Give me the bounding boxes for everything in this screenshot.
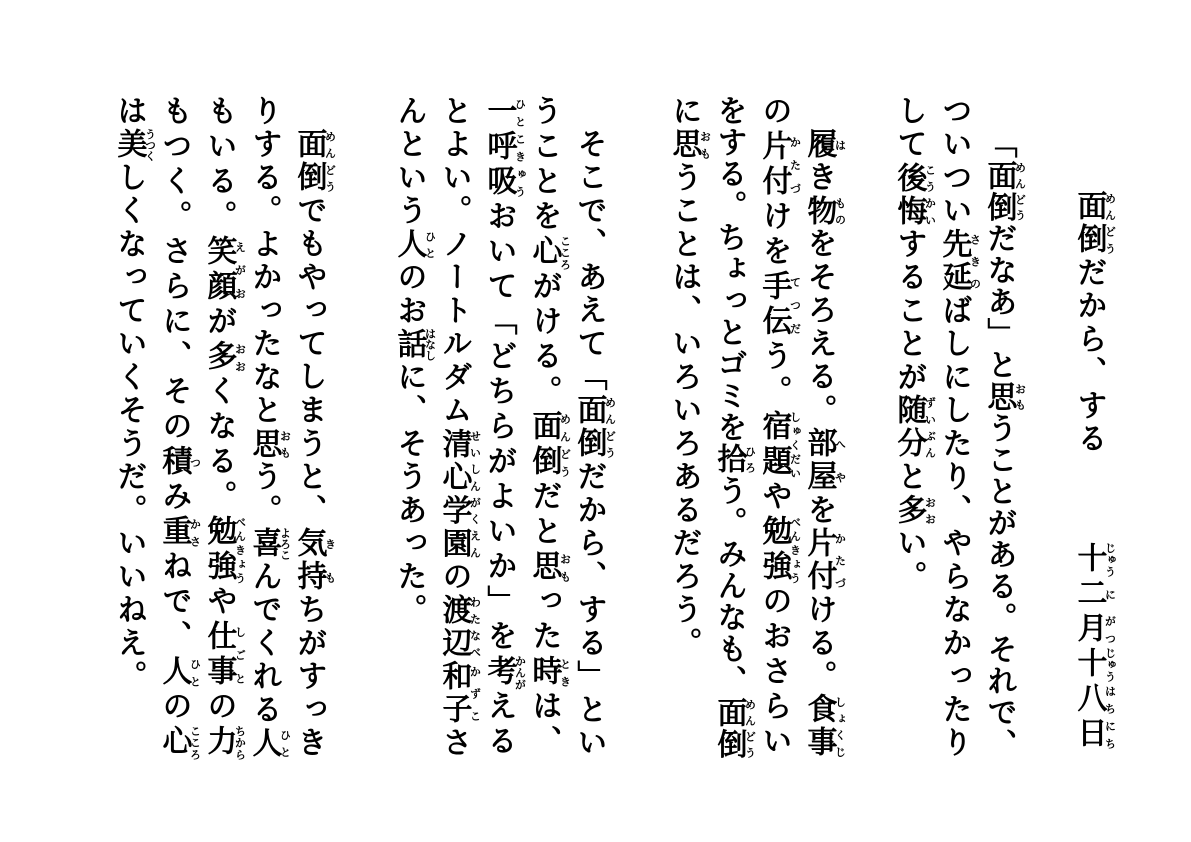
furigana: ひと xyxy=(278,726,292,760)
text-run: ねで、 xyxy=(156,550,192,655)
ruby-word xyxy=(391,327,437,361)
text-run: と xyxy=(891,460,927,494)
ruby-word xyxy=(201,620,247,690)
text-run: が xyxy=(201,305,237,340)
ruby-word xyxy=(156,515,202,550)
text-line xyxy=(749,95,801,760)
ruby-base: 十 xyxy=(1071,647,1107,682)
ruby-word xyxy=(936,228,982,295)
ruby-base: 話 xyxy=(391,327,427,361)
text-run: くなる。 xyxy=(201,375,237,515)
text-run: い。 xyxy=(891,527,927,594)
text-line xyxy=(659,95,711,660)
ruby-base: 心 xyxy=(526,235,562,270)
ruby-base: 二 xyxy=(1071,577,1107,612)
ruby-base: 面倒 xyxy=(571,394,607,461)
text-line xyxy=(239,95,291,760)
ruby-word xyxy=(436,593,482,661)
furigana: おも xyxy=(558,550,572,585)
furigana: おも xyxy=(278,427,292,461)
ruby-base: 面倒 xyxy=(711,696,747,760)
ruby-base: 面倒 xyxy=(291,128,327,195)
ruby-word xyxy=(801,693,847,760)
ruby-word xyxy=(526,410,572,480)
text-run: んという xyxy=(391,95,427,228)
ruby-word xyxy=(526,655,572,690)
ruby-word xyxy=(201,340,247,375)
furigana: はなし xyxy=(423,327,437,361)
ruby-base: 日 xyxy=(1071,717,1107,752)
ruby-word xyxy=(801,194,847,228)
ruby-base: 清心学園 xyxy=(436,427,472,561)
ruby-base: 重 xyxy=(156,515,192,550)
ruby-base: 考 xyxy=(481,655,517,690)
furigana: ちから xyxy=(233,725,247,760)
ruby-base: 積 xyxy=(156,445,192,480)
furigana: めんどう xyxy=(743,696,757,760)
ruby-base: 思 xyxy=(981,380,1017,413)
ruby-word xyxy=(156,725,202,760)
text-line xyxy=(974,128,1026,760)
text-run: をそろえる。 xyxy=(801,227,837,428)
furigana: こころ xyxy=(188,725,202,760)
furigana: かさ xyxy=(188,515,202,550)
ruby-base: 面倒 xyxy=(1071,190,1107,257)
furigana: わたなべ xyxy=(468,593,482,661)
furigana: こうかい xyxy=(923,161,937,228)
furigana: かたづ xyxy=(788,130,802,200)
text-run: の xyxy=(156,690,192,725)
furigana: せいしんがくえん xyxy=(468,427,482,561)
ruby-base: 仕事 xyxy=(201,620,237,690)
furigana: しごと xyxy=(233,620,247,690)
ruby-base: 思 xyxy=(666,128,702,162)
furigana: めんどう xyxy=(1103,190,1117,257)
furigana: がつ xyxy=(1103,612,1117,647)
ruby-word xyxy=(526,550,572,585)
furigana: めんどう xyxy=(1013,159,1027,223)
text-run: う。 xyxy=(756,340,792,410)
ruby-word xyxy=(201,235,247,305)
ruby-base: 人 xyxy=(391,228,427,262)
furigana: ひと xyxy=(423,228,437,262)
furigana: うつく xyxy=(143,128,157,162)
ruby-word xyxy=(291,128,337,195)
ruby-word xyxy=(391,228,437,262)
ruby-word xyxy=(436,427,482,561)
text-line xyxy=(474,95,526,760)
text-run: ついつい xyxy=(936,95,972,228)
ruby-base: 思 xyxy=(526,550,562,585)
text-run: ちがすっき xyxy=(291,593,327,760)
furigana: さきの xyxy=(968,228,982,295)
text-run: だから、する」とい xyxy=(571,460,607,760)
ruby-word xyxy=(1071,577,1117,612)
text-run: った xyxy=(526,585,562,655)
text-run: もいる。 xyxy=(201,95,237,235)
text-run: の xyxy=(436,560,472,594)
ruby-base: 心 xyxy=(156,725,192,760)
text-run: や xyxy=(201,585,237,620)
ruby-base: 力 xyxy=(201,725,237,760)
furigana: ひと xyxy=(513,95,527,130)
text-run: して xyxy=(891,95,927,162)
ruby-base: 美 xyxy=(111,128,147,162)
text-line xyxy=(884,95,936,594)
ruby-word xyxy=(246,527,292,561)
furigana: かんが xyxy=(513,655,527,690)
text-run: の xyxy=(201,690,237,725)
ruby-word xyxy=(571,394,617,461)
text-run: うことは、いろいろあるだろう。 xyxy=(666,161,702,661)
furigana: しゅくだい xyxy=(788,410,802,480)
ruby-base: 十 xyxy=(1071,542,1107,577)
ruby-base: 喜 xyxy=(246,527,282,561)
furigana: かずこ xyxy=(468,660,482,727)
ruby-base: 渡辺 xyxy=(436,593,472,661)
ruby-word xyxy=(481,130,527,200)
ruby-word xyxy=(156,445,202,480)
text-run: んでくれる xyxy=(246,560,282,727)
text-run: に xyxy=(666,95,702,129)
text-run: を xyxy=(801,493,837,528)
text-run: をする。ちょっとゴミを xyxy=(711,95,747,444)
furigana: おお xyxy=(923,494,937,528)
text-run: は xyxy=(111,95,147,129)
furigana: おも xyxy=(1013,380,1027,413)
text-run: ける。 xyxy=(801,593,837,694)
ruby-word xyxy=(291,527,337,594)
text-run: うことがある。それで、 xyxy=(981,412,1017,760)
ruby-base: 時 xyxy=(526,655,562,690)
text-line xyxy=(149,95,201,760)
ruby-base: 一 xyxy=(481,95,517,130)
furigana: ひと xyxy=(188,655,202,690)
ruby-word xyxy=(801,427,847,494)
furigana: じゅう xyxy=(1103,542,1117,577)
ruby-word xyxy=(246,427,292,461)
ruby-word xyxy=(801,128,847,162)
ruby-word xyxy=(201,725,247,760)
ruby-word xyxy=(526,235,572,270)
ruby-word xyxy=(481,95,527,130)
ruby-base: 片付 xyxy=(801,527,837,594)
furigana: めんどう xyxy=(323,128,337,195)
ruby-word xyxy=(711,696,757,760)
ruby-word xyxy=(756,515,802,585)
text-run: のお xyxy=(391,261,427,328)
text-run: けを xyxy=(756,200,792,270)
ruby-word xyxy=(481,655,527,690)
furigana: てつだ xyxy=(788,270,802,340)
text-line xyxy=(104,95,156,694)
text-run: でもやってしまうと、 xyxy=(291,194,327,528)
ruby-base: 手伝 xyxy=(756,270,792,340)
ruby-word xyxy=(1071,647,1117,682)
ruby-word xyxy=(891,161,937,229)
ruby-base: 先延 xyxy=(936,228,972,295)
furigana: こころ xyxy=(558,235,572,270)
text-run: う。 xyxy=(246,460,282,528)
ruby-base: 人 xyxy=(246,726,282,760)
furigana: つ xyxy=(188,445,202,480)
furigana: ひろ xyxy=(743,443,757,475)
ruby-base: 面倒 xyxy=(526,410,562,480)
ruby-base: 呼吸 xyxy=(481,130,517,200)
ruby-base: 思 xyxy=(246,427,282,461)
ruby-word xyxy=(756,130,802,200)
ruby-base: 履 xyxy=(801,128,837,162)
furigana: こきゅう xyxy=(513,130,527,200)
ruby-base: 拾 xyxy=(711,443,747,475)
ruby-word xyxy=(981,159,1027,223)
furigana: かたづ xyxy=(833,527,847,594)
furigana: よろこ xyxy=(278,527,292,561)
furigana: めんどう xyxy=(603,394,617,461)
text-run: き xyxy=(801,161,837,195)
text-run: がける。 xyxy=(526,270,562,410)
ruby-word xyxy=(891,394,937,461)
ruby-word xyxy=(1071,190,1117,257)
text-run: りする。よかったなと xyxy=(246,95,282,428)
ruby-word xyxy=(756,410,802,480)
ruby-word xyxy=(1071,682,1117,717)
text-line xyxy=(284,128,336,760)
ruby-base: 和子 xyxy=(436,660,472,727)
furigana: に xyxy=(1103,577,1117,612)
ruby-word xyxy=(111,128,157,162)
furigana: めんどう xyxy=(558,410,572,480)
furigana: とき xyxy=(558,655,572,690)
text-run: もつく。さらに、その xyxy=(156,95,192,445)
text-run: だと xyxy=(526,480,562,550)
ruby-word xyxy=(1071,612,1117,647)
ruby-base: 食事 xyxy=(801,693,837,760)
text-run: に、そうあった。 xyxy=(391,361,427,627)
ruby-base: 笑顔 xyxy=(201,235,237,305)
furigana: べんきょう xyxy=(788,515,802,585)
text-run: 「 xyxy=(981,128,1017,160)
text-line xyxy=(794,128,846,760)
furigana: じゅう xyxy=(1103,647,1117,682)
furigana: おも xyxy=(698,128,712,162)
text-run: さ xyxy=(436,726,472,760)
ruby-base: 多 xyxy=(201,340,237,375)
ruby-base: 物 xyxy=(801,194,837,228)
text-line xyxy=(929,95,981,760)
ruby-base: 多 xyxy=(891,494,927,528)
furigana: はち xyxy=(1103,682,1117,717)
text-run: ばしにしたり、やらなかったり xyxy=(936,294,972,760)
furigana: しょくじ xyxy=(833,693,847,760)
ruby-base: 人 xyxy=(156,655,192,690)
text-line xyxy=(429,95,481,760)
furigana: おお xyxy=(233,340,247,375)
text-run: しくなっていくそうだ。いいねえ。 xyxy=(111,161,147,694)
ruby-word xyxy=(436,660,482,727)
ruby-base: 面倒 xyxy=(981,159,1017,223)
ruby-word xyxy=(201,515,247,585)
text-line xyxy=(704,95,756,760)
text-run: える xyxy=(481,690,517,760)
ruby-word xyxy=(981,380,1027,413)
text-run: み xyxy=(156,480,192,515)
ruby-base: 勉強 xyxy=(756,515,792,585)
ruby-base: 八 xyxy=(1071,682,1107,717)
ruby-word xyxy=(246,726,292,760)
ruby-word xyxy=(1071,542,1117,577)
furigana: は xyxy=(833,128,847,162)
ruby-word xyxy=(756,270,802,340)
text-line xyxy=(194,95,246,760)
furigana: にち xyxy=(1103,717,1117,752)
ruby-word xyxy=(666,128,712,162)
text-run: することが xyxy=(891,228,927,395)
title xyxy=(1064,190,1116,456)
text-run: だから、する xyxy=(1071,256,1107,456)
ruby-base: 宿題 xyxy=(756,410,792,480)
ruby-word xyxy=(891,494,937,528)
text-line xyxy=(519,95,571,760)
text-run: のおさらい xyxy=(756,585,792,760)
furigana: もの xyxy=(833,194,847,228)
date xyxy=(1064,542,1116,752)
ruby-base: 月 xyxy=(1071,612,1107,647)
text-run: そこで、あえて「 xyxy=(571,128,607,395)
ruby-base: 勉強 xyxy=(201,515,237,585)
ruby-base: 気持 xyxy=(291,527,327,594)
text-run: の xyxy=(756,95,792,130)
ruby-word xyxy=(801,527,847,594)
furigana: べんきょう xyxy=(233,515,247,585)
text-line xyxy=(384,95,436,627)
furigana: えがお xyxy=(233,235,247,305)
furigana: へや xyxy=(833,427,847,494)
text-run: う。みんなも、 xyxy=(711,475,747,697)
ruby-base: 随分 xyxy=(891,394,927,461)
text-run: は、 xyxy=(526,690,562,760)
ruby-word xyxy=(711,443,757,475)
text-run: だなあ」と xyxy=(981,222,1017,381)
ruby-base: 部屋 xyxy=(801,427,837,494)
ruby-base: 片付 xyxy=(756,130,792,200)
text-run: おいて「どちらがよいか」を xyxy=(481,200,517,655)
ruby-base: 後悔 xyxy=(891,161,927,228)
furigana: ずいぶん xyxy=(923,394,937,461)
ruby-word xyxy=(156,655,202,690)
ruby-word xyxy=(1071,717,1117,752)
furigana: きも xyxy=(323,527,337,594)
text-run: や xyxy=(756,480,792,515)
text-run: とよい。ノートルダム xyxy=(436,95,472,428)
text-line xyxy=(564,128,616,760)
text-run: うことを xyxy=(526,95,562,235)
